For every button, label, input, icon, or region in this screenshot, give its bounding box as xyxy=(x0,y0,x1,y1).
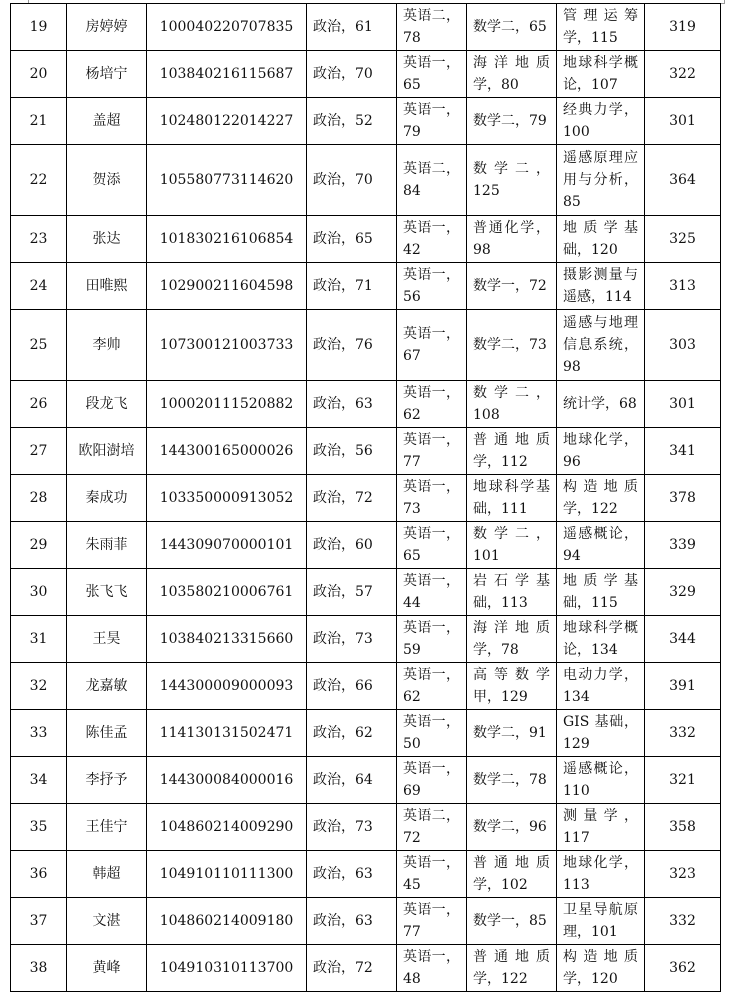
candidate-name-cell: 张飞飞 xyxy=(67,569,147,616)
exam-id-cell: 144300165000026 xyxy=(147,428,307,475)
table-row xyxy=(11,804,721,851)
total-score-cell: 378 xyxy=(645,475,721,522)
total-score-cell: 319 xyxy=(645,4,721,51)
table-row xyxy=(11,381,721,428)
exam-id-cell: 100040220707835 xyxy=(147,4,307,51)
candidate-name-cell: 秦成功 xyxy=(67,475,147,522)
row-number-cell: 21 xyxy=(11,98,67,145)
total-score-cell: 341 xyxy=(645,428,721,475)
english-score-cell: 英语一，65 xyxy=(397,522,467,569)
exam-id-cell: 103840213315660 xyxy=(147,616,307,663)
row-number-cell: 33 xyxy=(11,710,67,757)
english-score-cell: 英语一，59 xyxy=(397,616,467,663)
exam-id-cell: 102480122014227 xyxy=(147,98,307,145)
subject2-score-cell: 电动力学，134 xyxy=(557,663,645,710)
politics-score-cell: 政治，66 xyxy=(307,663,397,710)
row-number-cell: 32 xyxy=(11,663,67,710)
politics-score-cell: 政治，70 xyxy=(307,145,397,216)
table-row xyxy=(11,428,721,475)
exam-id-cell: 144309070000101 xyxy=(147,522,307,569)
candidate-name-cell: 杨培宁 xyxy=(67,51,147,98)
english-score-cell: 英语二，84 xyxy=(397,145,467,216)
row-number-cell: 38 xyxy=(11,945,67,992)
exam-id-cell: 144300009000093 xyxy=(147,663,307,710)
politics-score-cell: 政治，70 xyxy=(307,51,397,98)
exam-id-cell: 104910310113700 xyxy=(147,945,307,992)
subject1-score-cell: 普通化学，98 xyxy=(467,216,557,263)
politics-score-cell: 政治，65 xyxy=(307,216,397,263)
subject2-score-cell: 构造地质学，122 xyxy=(557,475,645,522)
candidate-name-cell: 张达 xyxy=(67,216,147,263)
politics-score-cell: 政治，60 xyxy=(307,522,397,569)
exam-id-cell: 114130131502471 xyxy=(147,710,307,757)
candidate-name-cell: 龙嘉敏 xyxy=(67,663,147,710)
subject1-score-cell: 数学二，108 xyxy=(467,381,557,428)
subject2-score-cell: 遥感概论，94 xyxy=(557,522,645,569)
row-number-cell: 25 xyxy=(11,310,67,381)
subject2-score-cell: 地质学基础，115 xyxy=(557,569,645,616)
politics-score-cell: 政治，76 xyxy=(307,310,397,381)
row-number-cell: 37 xyxy=(11,898,67,945)
table-row xyxy=(11,4,721,51)
subject2-score-cell: 地球化学，96 xyxy=(557,428,645,475)
candidate-name-cell: 朱雨菲 xyxy=(67,522,147,569)
politics-score-cell: 政治，72 xyxy=(307,475,397,522)
exam-id-cell: 104860214009180 xyxy=(147,898,307,945)
exam-id-cell: 103350000913052 xyxy=(147,475,307,522)
exam-id-cell: 144300084000016 xyxy=(147,757,307,804)
candidate-name-cell: 王佳宁 xyxy=(67,804,147,851)
politics-score-cell: 政治，61 xyxy=(307,4,397,51)
subject1-score-cell: 数学二，65 xyxy=(467,4,557,51)
exam-id-cell: 104910110111300 xyxy=(147,851,307,898)
candidate-name-cell: 黄峰 xyxy=(67,945,147,992)
total-score-cell: 391 xyxy=(645,663,721,710)
politics-score-cell: 政治，62 xyxy=(307,710,397,757)
candidate-name-cell: 房婷婷 xyxy=(67,4,147,51)
english-score-cell: 英语二，78 xyxy=(397,4,467,51)
total-score-cell: 325 xyxy=(645,216,721,263)
row-number-cell: 24 xyxy=(11,263,67,310)
subject1-score-cell: 数学二，125 xyxy=(467,145,557,216)
subject1-score-cell: 数学一，72 xyxy=(467,263,557,310)
subject2-score-cell: 构造地质学，120 xyxy=(557,945,645,992)
total-score-cell: 339 xyxy=(645,522,721,569)
politics-score-cell: 政治，52 xyxy=(307,98,397,145)
candidate-name-cell: 盖超 xyxy=(67,98,147,145)
candidate-name-cell: 陈佳孟 xyxy=(67,710,147,757)
english-score-cell: 英语一，44 xyxy=(397,569,467,616)
total-score-cell: 303 xyxy=(645,310,721,381)
subject2-score-cell: 经典力学，100 xyxy=(557,98,645,145)
total-score-cell: 362 xyxy=(645,945,721,992)
table-row xyxy=(11,216,721,263)
table-row xyxy=(11,898,721,945)
total-score-cell: 301 xyxy=(645,98,721,145)
subject1-score-cell: 普通地质学，102 xyxy=(467,851,557,898)
row-number-cell: 28 xyxy=(11,475,67,522)
exam-id-cell: 103840216115687 xyxy=(147,51,307,98)
english-score-cell: 英语一，42 xyxy=(397,216,467,263)
exam-id-cell: 102900211604598 xyxy=(147,263,307,310)
table-row xyxy=(11,145,721,216)
score-table-body xyxy=(11,4,721,992)
row-number-cell: 30 xyxy=(11,569,67,616)
politics-score-cell: 政治，64 xyxy=(307,757,397,804)
subject2-score-cell: 卫星导航原理，101 xyxy=(557,898,645,945)
candidate-name-cell: 韩超 xyxy=(67,851,147,898)
english-score-cell: 英语二，72 xyxy=(397,804,467,851)
total-score-cell: 332 xyxy=(645,898,721,945)
english-score-cell: 英语一，62 xyxy=(397,663,467,710)
subject2-score-cell: 统计学，68 xyxy=(557,381,645,428)
english-score-cell: 英语一，79 xyxy=(397,98,467,145)
candidate-name-cell: 田唯熙 xyxy=(67,263,147,310)
english-score-cell: 英语一，45 xyxy=(397,851,467,898)
row-number-cell: 23 xyxy=(11,216,67,263)
table-row xyxy=(11,945,721,992)
table-row xyxy=(11,851,721,898)
table-row xyxy=(11,663,721,710)
row-number-cell: 22 xyxy=(11,145,67,216)
total-score-cell: 323 xyxy=(645,851,721,898)
total-score-cell: 364 xyxy=(645,145,721,216)
table-row xyxy=(11,475,721,522)
subject2-score-cell: 遥感原理应用与分析，85 xyxy=(557,145,645,216)
table-row xyxy=(11,310,721,381)
table-row xyxy=(11,757,721,804)
row-number-cell: 36 xyxy=(11,851,67,898)
exam-id-cell: 100020111520882 xyxy=(147,381,307,428)
subject2-score-cell: 遥感与地理信息系统，98 xyxy=(557,310,645,381)
politics-score-cell: 政治，63 xyxy=(307,851,397,898)
subject1-score-cell: 岩石学基础，113 xyxy=(467,569,557,616)
subject2-score-cell: 地球科学概论，134 xyxy=(557,616,645,663)
subject1-score-cell: 海洋地质学，80 xyxy=(467,51,557,98)
score-table xyxy=(10,3,721,992)
subject1-score-cell: 地球科学基础，111 xyxy=(467,475,557,522)
english-score-cell: 英语一，62 xyxy=(397,381,467,428)
subject2-score-cell: 测量学，117 xyxy=(557,804,645,851)
politics-score-cell: 政治，72 xyxy=(307,945,397,992)
politics-score-cell: 政治，56 xyxy=(307,428,397,475)
table-row xyxy=(11,263,721,310)
row-number-cell: 34 xyxy=(11,757,67,804)
subject1-score-cell: 数学二，79 xyxy=(467,98,557,145)
candidate-name-cell: 欧阳澍培 xyxy=(67,428,147,475)
subject1-score-cell: 数学二，78 xyxy=(467,757,557,804)
politics-score-cell: 政治，63 xyxy=(307,898,397,945)
politics-score-cell: 政治，71 xyxy=(307,263,397,310)
row-number-cell: 20 xyxy=(11,51,67,98)
row-number-cell: 19 xyxy=(11,4,67,51)
subject2-score-cell: 遥感概论，110 xyxy=(557,757,645,804)
english-score-cell: 英语一，73 xyxy=(397,475,467,522)
table-row xyxy=(11,710,721,757)
subject1-score-cell: 数学二，96 xyxy=(467,804,557,851)
subject1-score-cell: 普通地质学，122 xyxy=(467,945,557,992)
total-score-cell: 344 xyxy=(645,616,721,663)
table-row xyxy=(11,51,721,98)
table-row xyxy=(11,98,721,145)
subject2-score-cell: 地质学基础，120 xyxy=(557,216,645,263)
subject1-score-cell: 高等数学甲，129 xyxy=(467,663,557,710)
candidate-name-cell: 贺添 xyxy=(67,145,147,216)
total-score-cell: 313 xyxy=(645,263,721,310)
politics-score-cell: 政治，63 xyxy=(307,381,397,428)
english-score-cell: 英语一，69 xyxy=(397,757,467,804)
total-score-cell: 332 xyxy=(645,710,721,757)
subject2-score-cell: 摄影测量与遥感，114 xyxy=(557,263,645,310)
subject1-score-cell: 海洋地质学，78 xyxy=(467,616,557,663)
total-score-cell: 329 xyxy=(645,569,721,616)
exam-id-cell: 105580773114620 xyxy=(147,145,307,216)
subject1-score-cell: 普通地质学，112 xyxy=(467,428,557,475)
total-score-cell: 322 xyxy=(645,51,721,98)
subject1-score-cell: 数学二，73 xyxy=(467,310,557,381)
candidate-name-cell: 文湛 xyxy=(67,898,147,945)
politics-score-cell: 政治，73 xyxy=(307,616,397,663)
table-row xyxy=(11,522,721,569)
english-score-cell: 英语一，65 xyxy=(397,51,467,98)
subject2-score-cell: 地球科学概论，107 xyxy=(557,51,645,98)
exam-id-cell: 101830216106854 xyxy=(147,216,307,263)
english-score-cell: 英语一，67 xyxy=(397,310,467,381)
table-row xyxy=(11,569,721,616)
subject1-score-cell: 数学二，91 xyxy=(467,710,557,757)
english-score-cell: 英语一，56 xyxy=(397,263,467,310)
english-score-cell: 英语一，77 xyxy=(397,898,467,945)
total-score-cell: 358 xyxy=(645,804,721,851)
politics-score-cell: 政治，57 xyxy=(307,569,397,616)
english-score-cell: 英语一，48 xyxy=(397,945,467,992)
total-score-cell: 301 xyxy=(645,381,721,428)
candidate-name-cell: 李帅 xyxy=(67,310,147,381)
subject2-score-cell: GIS 基础，129 xyxy=(557,710,645,757)
exam-id-cell: 107300121003733 xyxy=(147,310,307,381)
row-number-cell: 31 xyxy=(11,616,67,663)
row-number-cell: 27 xyxy=(11,428,67,475)
candidate-name-cell: 段龙飞 xyxy=(67,381,147,428)
subject1-score-cell: 数学二，101 xyxy=(467,522,557,569)
subject2-score-cell: 管理运筹学，115 xyxy=(557,4,645,51)
exam-id-cell: 103580210006761 xyxy=(147,569,307,616)
row-number-cell: 35 xyxy=(11,804,67,851)
row-number-cell: 29 xyxy=(11,522,67,569)
total-score-cell: 321 xyxy=(645,757,721,804)
row-number-cell: 26 xyxy=(11,381,67,428)
subject1-score-cell: 数学一，85 xyxy=(467,898,557,945)
table-row xyxy=(11,616,721,663)
candidate-name-cell: 王昊 xyxy=(67,616,147,663)
english-score-cell: 英语一，77 xyxy=(397,428,467,475)
subject2-score-cell: 地球化学，113 xyxy=(557,851,645,898)
english-score-cell: 英语一，50 xyxy=(397,710,467,757)
exam-id-cell: 104860214009290 xyxy=(147,804,307,851)
candidate-name-cell: 李抒予 xyxy=(67,757,147,804)
politics-score-cell: 政治，73 xyxy=(307,804,397,851)
